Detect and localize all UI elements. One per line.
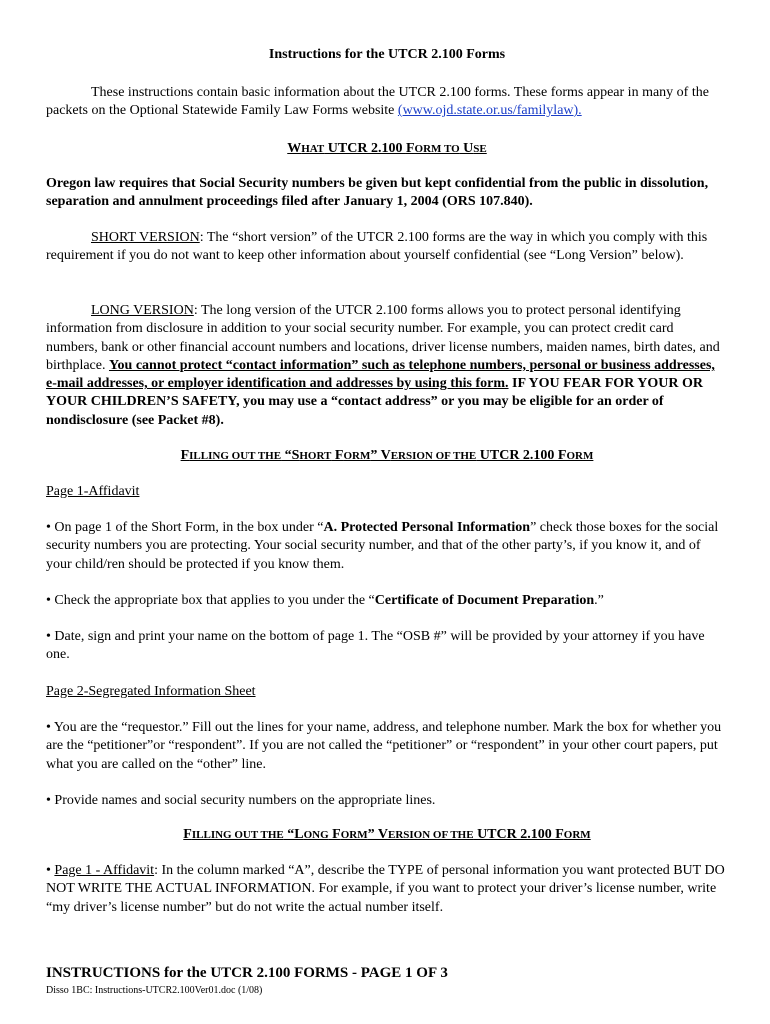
long-version-paragraph: LONG VERSION: The long version of the UTCR 2.100 forms allows you to protect personal identifying information from disclosure in addition to your social security number. For example, you can protect credit card numbers, bank or other financial account numbers and locations, driver license numbers, maiden names, birth dates, and birthplace. You cannot protect “contact information” such as telephone numbers, personal or business addresses, e-mail addresses, or employer identification and addresses by using this form. IF YOU FEAR FOR YOUR OR YOUR CHILDREN’S SAFETY, you may use a “contact address” or you may be eligible for an order of nondisclosure (see Packet #8). bbox=[46, 303, 720, 428]
section-heading-short-form: FILLING OUT THE “SHORT FORM” VERSION OF THE UTCR 2.100 FORM bbox=[180, 448, 594, 463]
short-version-paragraph: SHORT VERSION: The “short version” of the UTCR 2.100 forms are the way in which you comply with this requirement if you do not want to keep other information about yourself confidential (see “Long Version” below). bbox=[46, 230, 708, 264]
intro-paragraph: These instructions contain basic information about the UTCR 2.100 forms. These forms appear in many of the packets on the Optional Statewide Family Law Forms website (www.ojd.state.or.us/familylaw). bbox=[46, 85, 709, 119]
footer-title: INSTRUCTIONS for the UTCR 2.100 FORMS - PAGE 1 OF 3 bbox=[46, 965, 448, 981]
familylaw-link[interactable]: (www.ojd.state.or.us/familylaw). bbox=[397, 103, 582, 119]
short-version-label: SHORT VERSION bbox=[91, 230, 200, 245]
oregon-law-notice: Oregon law requires that Social Security numbers be given but kept confidential from the public in dissolution, separation and annulment proceedings filed after January 1, 2004 (ORS 107.840). bbox=[46, 176, 709, 210]
page2-segregated-heading: Page 2-Segregated Information Sheet bbox=[46, 684, 256, 699]
bullet-certificate: • Check the appropriate box that applies to you under the “Certificate of Document Preparation.” bbox=[46, 593, 604, 608]
footer-doc-id: Disso 1BC: Instructions-UTCR2.100Ver01.doc (1/08) bbox=[46, 985, 263, 996]
bullet-long-affidavit: • Page 1 - Affidavit: In the column marked “A”, describe the TYPE of personal information you want protected BUT DO NOT WRITE THE ACTUAL INFORMATION. For example, if you want to protect your driver’s license number, write “my driver’s license number” but do not write the actual number itself. bbox=[46, 863, 725, 915]
bullet-date-sign: • Date, sign and print your name on the bottom of page 1. The “OSB #” will be provided by your attorney if you have one. bbox=[46, 629, 705, 663]
page1-affidavit-heading: Page 1-Affidavit bbox=[46, 484, 140, 499]
section-heading-what-form: WHAT UTCR 2.100 FORM TO USE bbox=[287, 141, 487, 156]
bullet-requestor: • You are the “requestor.” Fill out the lines for your name, address, and telephone number. Mark the box for whether you are the “petitioner”or “respondent”. If you are not called the “petitioner” or “respondent” in your other court papers, put what you are called on the “other” line. bbox=[46, 720, 722, 772]
safety-notice: IF YOU FEAR FOR YOUR OR YOUR CHILDREN’S SAFETY, you may use a “contact address” or you may be eligible for an order of nondisclosure (see Packet #8). bbox=[46, 376, 703, 428]
bullet-protected-info: • On page 1 of the Short Form, in the box under “A. Protected Personal Information” check those boxes for the social security numbers you are protecting. Your social security number, and that of the other party’s, if you know it, and of your child/ren should be protected if you know them. bbox=[46, 520, 719, 572]
bullet-provide-names: • Provide names and social security numbers on the appropriate lines. bbox=[46, 793, 436, 808]
long-version-label: LONG VERSION bbox=[91, 303, 194, 318]
section-heading-long-form: FILLING OUT THE “LONG FORM” VERSION OF THE UTCR 2.100 FORM bbox=[183, 827, 591, 842]
contact-info-warning: You cannot protect “contact information” such as telephone numbers, personal or business addresses, e-mail addresses, or employer identification and addresses by using this form. bbox=[46, 357, 715, 392]
document-title: Instructions for the UTCR 2.100 Forms bbox=[268, 47, 506, 62]
